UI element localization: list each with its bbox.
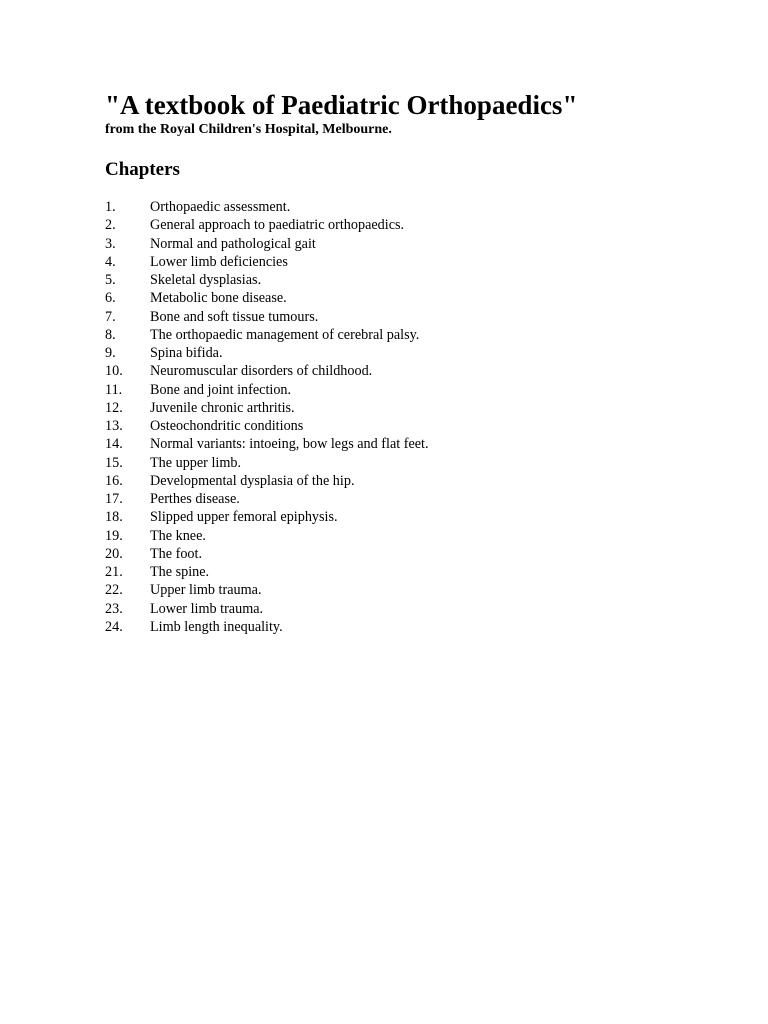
chapter-number: 8. <box>105 326 116 343</box>
chapter-item <box>105 216 725 234</box>
chapter-item <box>105 435 725 453</box>
chapter-item <box>105 454 725 472</box>
chapter-item <box>105 581 725 599</box>
chapter-number: 1. <box>105 199 116 215</box>
chapter-title: Developmental dysplasia of the hip. <box>150 472 355 489</box>
chapter-title: Limb length inequality. <box>150 618 283 635</box>
chapter-item <box>105 527 725 545</box>
chapter-title: Osteochondritic conditions <box>150 418 304 434</box>
chapter-title: The foot. <box>150 545 203 562</box>
chapter-item <box>105 563 725 581</box>
chapter-number: 16. <box>105 472 123 489</box>
chapter-item <box>105 344 725 362</box>
document-title: "A textbook of Paediatric Orthopaedics" <box>105 90 578 120</box>
chapter-title: Perthes disease. <box>150 491 240 507</box>
chapter-title: Normal variants: intoeing, bow legs and flat feet. <box>150 436 429 453</box>
chapter-title: The knee. <box>150 527 206 544</box>
chapters-heading: Chapters <box>105 159 180 180</box>
chapter-number: 18. <box>105 509 123 526</box>
chapter-number: 23. <box>105 600 123 617</box>
chapter-number: 19. <box>105 527 123 544</box>
chapter-title: Bone and joint infection. <box>150 381 292 398</box>
chapter-title: The upper limb. <box>150 454 242 471</box>
chapter-number: 2. <box>105 217 116 234</box>
chapter-item <box>105 472 725 490</box>
chapter-item <box>105 235 725 253</box>
chapter-title: Lower limb trauma. <box>150 600 264 617</box>
chapter-title: Spina bifida. <box>150 345 223 361</box>
chapter-number: 4. <box>105 253 116 270</box>
chapter-item <box>105 326 725 344</box>
chapter-number: 24. <box>105 618 123 635</box>
chapter-title: Neuromuscular disorders of childhood. <box>150 363 373 380</box>
chapter-item <box>105 618 725 636</box>
chapter-number: 22. <box>105 582 123 599</box>
chapter-item <box>105 381 725 399</box>
chapter-number: 21. <box>105 564 123 580</box>
chapter-number: 13. <box>105 418 123 434</box>
chapter-number: 10. <box>105 363 123 380</box>
chapter-number: 3. <box>105 235 116 252</box>
chapter-item <box>105 508 725 526</box>
chapter-title: The orthopaedic management of cerebral palsy. <box>150 326 420 343</box>
chapter-item <box>105 545 725 563</box>
chapter-item <box>105 399 725 417</box>
chapter-number: 15. <box>105 454 123 471</box>
chapter-item <box>105 271 725 289</box>
chapter-number: 20. <box>105 545 123 562</box>
chapter-title: Metabolic bone disease. <box>150 290 287 307</box>
chapter-item <box>105 600 725 618</box>
chapter-number: 9. <box>105 345 116 361</box>
chapter-item <box>105 308 725 326</box>
chapter-title: Lower limb deficiencies <box>150 253 288 270</box>
chapter-item <box>105 490 725 508</box>
chapter-title: Skeletal dysplasias. <box>150 272 262 288</box>
chapter-list <box>105 198 725 636</box>
chapter-item <box>105 417 725 435</box>
chapter-title: General approach to paediatric orthopaedics. <box>150 217 405 234</box>
chapter-title: Bone and soft tissue tumours. <box>150 308 319 325</box>
chapter-title: Orthopaedic assessment. <box>150 199 291 215</box>
chapter-title: Normal and pathological gait <box>150 235 316 252</box>
document-page <box>105 88 725 636</box>
chapter-number: 11. <box>105 381 123 398</box>
chapter-number: 17. <box>105 491 123 507</box>
chapter-title: Upper limb trauma. <box>150 582 262 599</box>
chapter-title: Slipped upper femoral epiphysis. <box>150 509 338 526</box>
chapter-number: 14. <box>105 436 123 453</box>
chapter-number: 5. <box>105 272 116 288</box>
chapter-item <box>105 289 725 307</box>
chapter-item <box>105 253 725 271</box>
chapter-title: Juvenile chronic arthritis. <box>150 399 295 416</box>
chapter-item <box>105 362 725 380</box>
chapter-number: 12. <box>105 399 123 416</box>
document-subtitle: from the Royal Children's Hospital, Melbourne. <box>105 122 392 137</box>
chapter-number: 6. <box>105 290 116 307</box>
chapter-number: 7. <box>105 308 116 325</box>
chapter-item <box>105 198 725 216</box>
chapter-title: The spine. <box>150 564 210 580</box>
